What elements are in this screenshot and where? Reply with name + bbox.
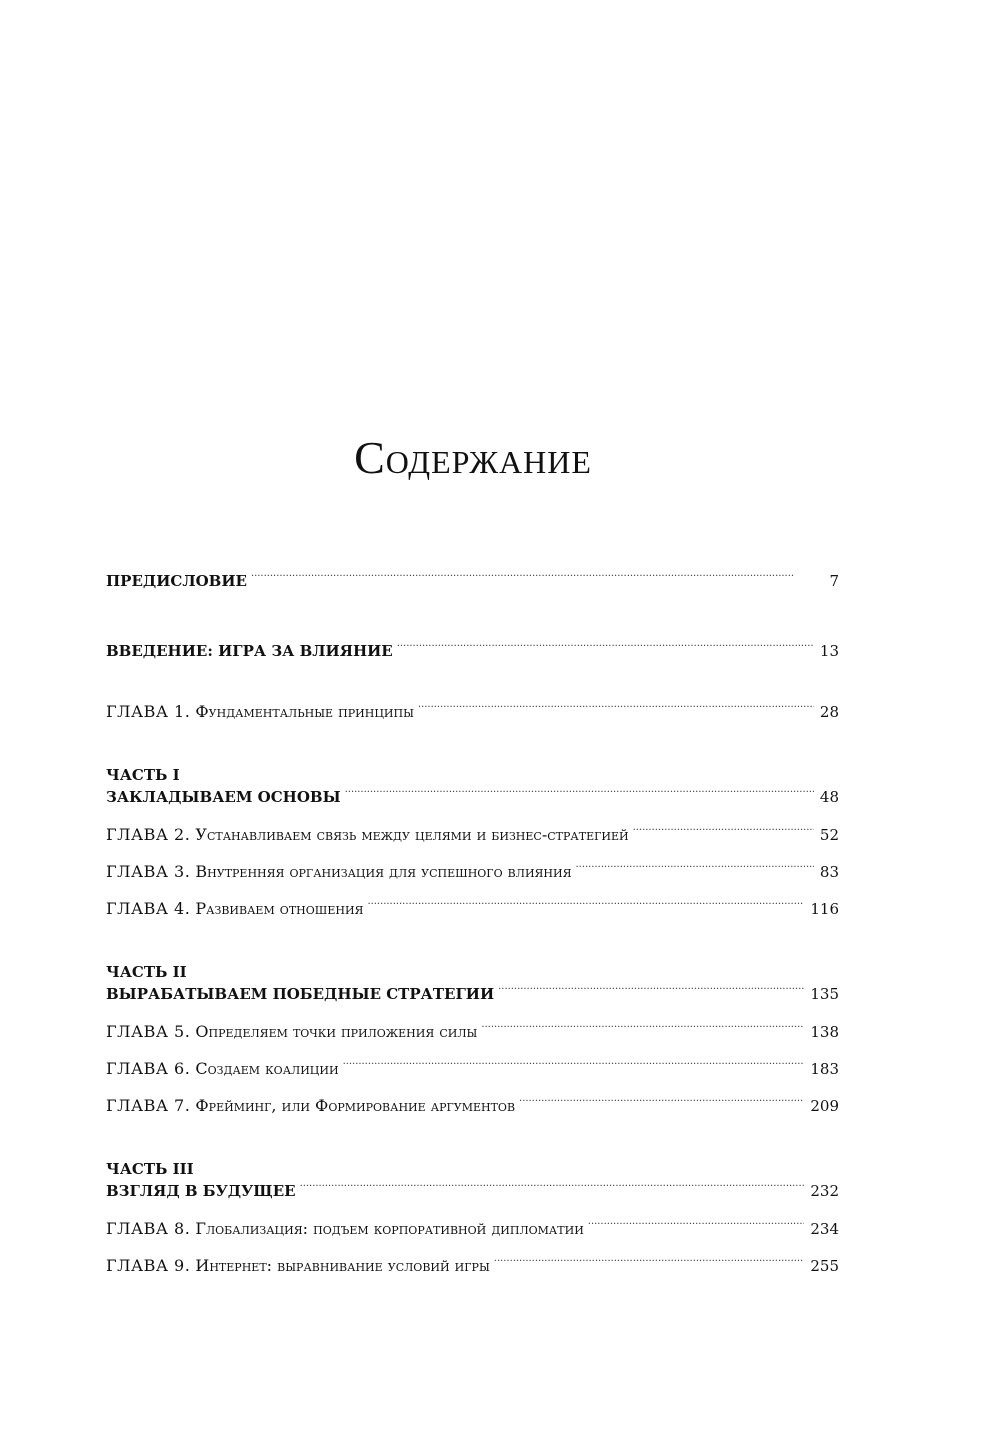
- page-number: 209: [810, 1097, 839, 1115]
- page-number: 7: [829, 572, 839, 590]
- page-number: 13: [819, 642, 839, 660]
- page-number: 116: [810, 900, 839, 918]
- toc-entry-chapter-8[interactable]: [106, 1219, 839, 1241]
- chapter-title: [106, 862, 572, 881]
- dot-leader: [367, 900, 804, 914]
- toc-entry-chapter-1[interactable]: [106, 702, 839, 724]
- dot-leader: [418, 703, 814, 717]
- page-number: 232: [810, 1182, 839, 1200]
- dot-leader: [633, 826, 814, 840]
- dot-leader: [494, 1257, 805, 1271]
- toc-entry-intro[interactable]: [106, 642, 839, 664]
- chapter-name: Развиваем отношения: [195, 899, 364, 918]
- chapter-label: ГЛАВА 2.: [106, 825, 191, 844]
- toc-entry-chapter-3[interactable]: [106, 862, 839, 884]
- dot-leader: [481, 1023, 804, 1037]
- chapter-title: [106, 1256, 490, 1275]
- part-label: ЧАСТЬ II: [106, 963, 187, 981]
- toc-entry-preface[interactable]: [106, 572, 839, 594]
- chapter-label: ГЛАВА 6.: [106, 1059, 191, 1078]
- dot-leader: [300, 1182, 805, 1196]
- chapter-name: Устанавливаем связь между целями и бизнес-стратегией: [195, 825, 629, 844]
- chapter-title: [106, 1096, 515, 1115]
- chapter-title: [106, 1219, 584, 1238]
- page-number: 52: [819, 826, 839, 844]
- toc-entry-chapter-6[interactable]: [106, 1059, 839, 1081]
- entry-title: ВЗГЛЯД В БУДУЩЕЕ: [106, 1182, 296, 1200]
- dot-leader: [576, 863, 814, 877]
- toc-entry-chapter-5[interactable]: [106, 1022, 839, 1044]
- page-number: 183: [810, 1060, 839, 1078]
- chapter-label: ГЛАВА 5.: [106, 1022, 191, 1041]
- toc-entry-part-3[interactable]: [106, 1182, 839, 1204]
- page-number: 234: [810, 1220, 839, 1238]
- chapter-name: Фрейминг, или Формирование аргументов: [195, 1096, 516, 1115]
- chapter-name: Интернет: выравнивание условий игры: [195, 1256, 490, 1275]
- chapter-name: Глобализация: подъем корпоративной дипломатии: [195, 1219, 584, 1238]
- page-number: 255: [810, 1257, 839, 1275]
- chapter-label: ГЛАВА 4.: [106, 899, 191, 918]
- part-label: ЧАСТЬ III: [106, 1160, 194, 1178]
- entry-title: ВВЕДЕНИЕ: ИГРА ЗА ВЛИЯНИЕ: [106, 642, 393, 660]
- chapter-name: Фундаментальные принципы: [195, 702, 414, 721]
- chapter-title: [106, 825, 629, 844]
- chapter-label: ГЛАВА 9.: [106, 1256, 191, 1275]
- chapter-name: Внутренняя организация для успешного влияния: [195, 862, 572, 881]
- dot-leader: [345, 788, 814, 802]
- page-number: 138: [810, 1023, 839, 1041]
- page-number: 48: [819, 788, 839, 806]
- chapter-label: ГЛАВА 8.: [106, 1219, 191, 1238]
- toc-entry-chapter-2[interactable]: [106, 825, 839, 847]
- chapter-title: [106, 899, 363, 918]
- chapter-name: Создаем коалиции: [195, 1059, 339, 1078]
- page-number: 28: [819, 703, 839, 721]
- entry-title: ВЫРАБАТЫВАЕМ ПОБЕДНЫЕ СТРАТЕГИИ: [106, 985, 495, 1003]
- entry-title: ЗАКЛАДЫВАЕМ ОСНОВЫ: [106, 788, 341, 806]
- toc-entry-part-2[interactable]: [106, 985, 839, 1007]
- chapter-title: [106, 1022, 477, 1041]
- toc-entry-part-1[interactable]: [106, 788, 839, 810]
- part-label: ЧАСТЬ I: [106, 766, 180, 784]
- chapter-label: ГЛАВА 7.: [106, 1096, 191, 1115]
- chapter-name: Определяем точки приложения силы: [195, 1022, 478, 1041]
- chapter-title: [106, 702, 414, 721]
- page-title: Содержание: [354, 432, 592, 483]
- page-number: 135: [810, 985, 839, 1003]
- dot-leader: [343, 1060, 805, 1074]
- dot-leader: [519, 1097, 804, 1111]
- dot-leader: [588, 1220, 805, 1234]
- page-number: 83: [819, 863, 839, 881]
- entry-title: ПРЕДИСЛОВИЕ: [106, 572, 247, 590]
- chapter-title: [106, 1059, 339, 1078]
- dot-leader: [251, 572, 824, 586]
- dot-leader: [498, 985, 804, 999]
- toc-entry-chapter-4[interactable]: [106, 899, 839, 921]
- chapter-label: ГЛАВА 1.: [106, 702, 191, 721]
- dot-leader: [397, 642, 814, 656]
- toc-entry-chapter-9[interactable]: [106, 1256, 839, 1278]
- toc-entry-chapter-7[interactable]: [106, 1096, 839, 1118]
- chapter-label: ГЛАВА 3.: [106, 862, 191, 881]
